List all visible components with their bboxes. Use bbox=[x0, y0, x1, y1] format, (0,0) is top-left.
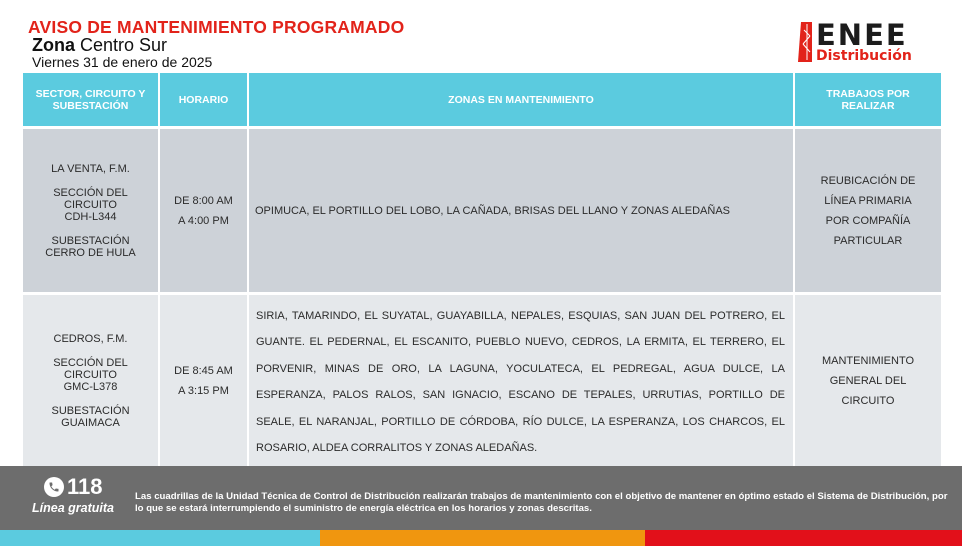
circuit-code: CDH-L344 bbox=[64, 210, 117, 223]
works-line: PARTICULAR bbox=[833, 234, 903, 247]
works-line: REUBICACIÓN DE bbox=[820, 174, 916, 187]
zone-name: Centro Sur bbox=[80, 35, 168, 55]
sector-cell bbox=[23, 292, 160, 467]
substation-name: CERRO DE HULA bbox=[45, 246, 136, 259]
sector-name: LA VENTA, F.M. bbox=[51, 162, 130, 175]
free-line-label: Línea gratuita bbox=[32, 501, 114, 515]
enee-logo bbox=[798, 20, 938, 66]
zone-heading bbox=[32, 35, 167, 56]
stripe-red bbox=[645, 530, 962, 546]
stripe-cyan bbox=[0, 530, 320, 546]
hotline-number: 118 bbox=[67, 474, 103, 499]
sector-cell bbox=[23, 126, 160, 292]
section-label: SECCIÓN DEL bbox=[53, 186, 128, 199]
sector-name: CEDROS, F.M. bbox=[53, 333, 128, 345]
zones-cell: SIRIA, TAMARINDO, EL SUYATAL, GUAYABILLA, NEPALES, ESQUIAS, SAN JUAN DEL POTRERO, EL GUANTE. EL PEDERNAL, EL ESCANITO, PUEBLO NUEVO, CEDROS, LA ERMITA, EL TERRERO, EL PORVENIR, MINAS DE ORO, LA LAGUNA, YOCULATECA, EL PEDREGAL, AGUA DULCE, LA ESPERANZA, PALOS RALOS, SAN IGNACIO, ESCANO DE TEPALES, URRUTIAS, PORTILLO DE SEALE, EL NARANJAL, PORTILLO DE CÓRDOBA, RÍO DULCE, LA ESPERANZA, LOS CHARCOS, EL ROSARIO, ALDEA CORRALITOS Y ZONAS ALEDAÑAS. bbox=[249, 292, 795, 467]
hours-to: A 3:15 PM bbox=[178, 385, 229, 397]
hours-to: A 4:00 PM bbox=[178, 214, 229, 227]
logo-subtitle: Distribución bbox=[816, 48, 912, 64]
hotline bbox=[44, 474, 103, 500]
section-label: SECCIÓN DEL bbox=[53, 357, 128, 369]
notice-header bbox=[0, 0, 962, 72]
hours-cell bbox=[160, 292, 249, 467]
column-header-sector: SECTOR, CIRCUITO Y SUBESTACIÓN bbox=[23, 73, 160, 126]
maintenance-table bbox=[23, 73, 941, 467]
works-line: GENERAL DEL bbox=[829, 375, 907, 387]
hours-cell bbox=[160, 126, 249, 292]
circuit-label: CIRCUITO bbox=[64, 198, 117, 211]
footer-banner bbox=[0, 466, 962, 530]
works-line: CIRCUITO bbox=[841, 395, 895, 407]
logo-brand: ENEE bbox=[816, 18, 908, 52]
works-line: POR COMPAÑÍA bbox=[825, 214, 911, 227]
footer-notice: Las cuadrillas de la Unidad Técnica de Control de Distribución realizarán trabajos de mantenimiento con el objetivo de mantener en óptimo estado el Sistema de Distribución, por lo que se estará interrumpiendo el suministro de energía eléctrica en los horarios y zonas descritas. bbox=[135, 491, 948, 514]
substation-name: GUAIMACA bbox=[61, 417, 120, 429]
works-line: MANTENIMIENTO bbox=[821, 355, 915, 367]
works-line: LÍNEA PRIMARIA bbox=[824, 194, 912, 207]
substation-label: SUBESTACIÓN bbox=[51, 234, 130, 247]
tower-logo-icon bbox=[798, 22, 812, 62]
stripe-orange bbox=[320, 530, 645, 546]
zone-label: Zona bbox=[32, 35, 75, 55]
notice-title: AVISO DE MANTENIMIENTO PROGRAMADO bbox=[28, 17, 405, 37]
circuit-code: GMC-L378 bbox=[63, 381, 118, 393]
notice-date: Viernes 31 de enero de 2025 bbox=[32, 54, 213, 70]
column-header-zones: ZONAS EN MANTENIMIENTO bbox=[249, 73, 795, 126]
substation-label: SUBESTACIÓN bbox=[51, 405, 130, 417]
hours-from: DE 8:45 AM bbox=[174, 365, 233, 377]
phone-icon bbox=[44, 477, 64, 497]
table-header-row bbox=[23, 73, 941, 126]
zones-cell: OPIMUCA, EL PORTILLO DEL LOBO, LA CAÑADA, BRISAS DEL LLANO Y ZONAS ALEDAÑAS bbox=[249, 126, 795, 292]
hours-from: DE 8:00 AM bbox=[174, 194, 233, 207]
column-header-works: TRABAJOS POR REALIZAR bbox=[795, 73, 941, 126]
column-header-hours: HORARIO bbox=[160, 73, 249, 126]
circuit-label: CIRCUITO bbox=[64, 369, 117, 381]
works-cell bbox=[795, 126, 941, 292]
table-row bbox=[23, 292, 941, 467]
table-row bbox=[23, 126, 941, 292]
works-cell bbox=[795, 292, 941, 467]
